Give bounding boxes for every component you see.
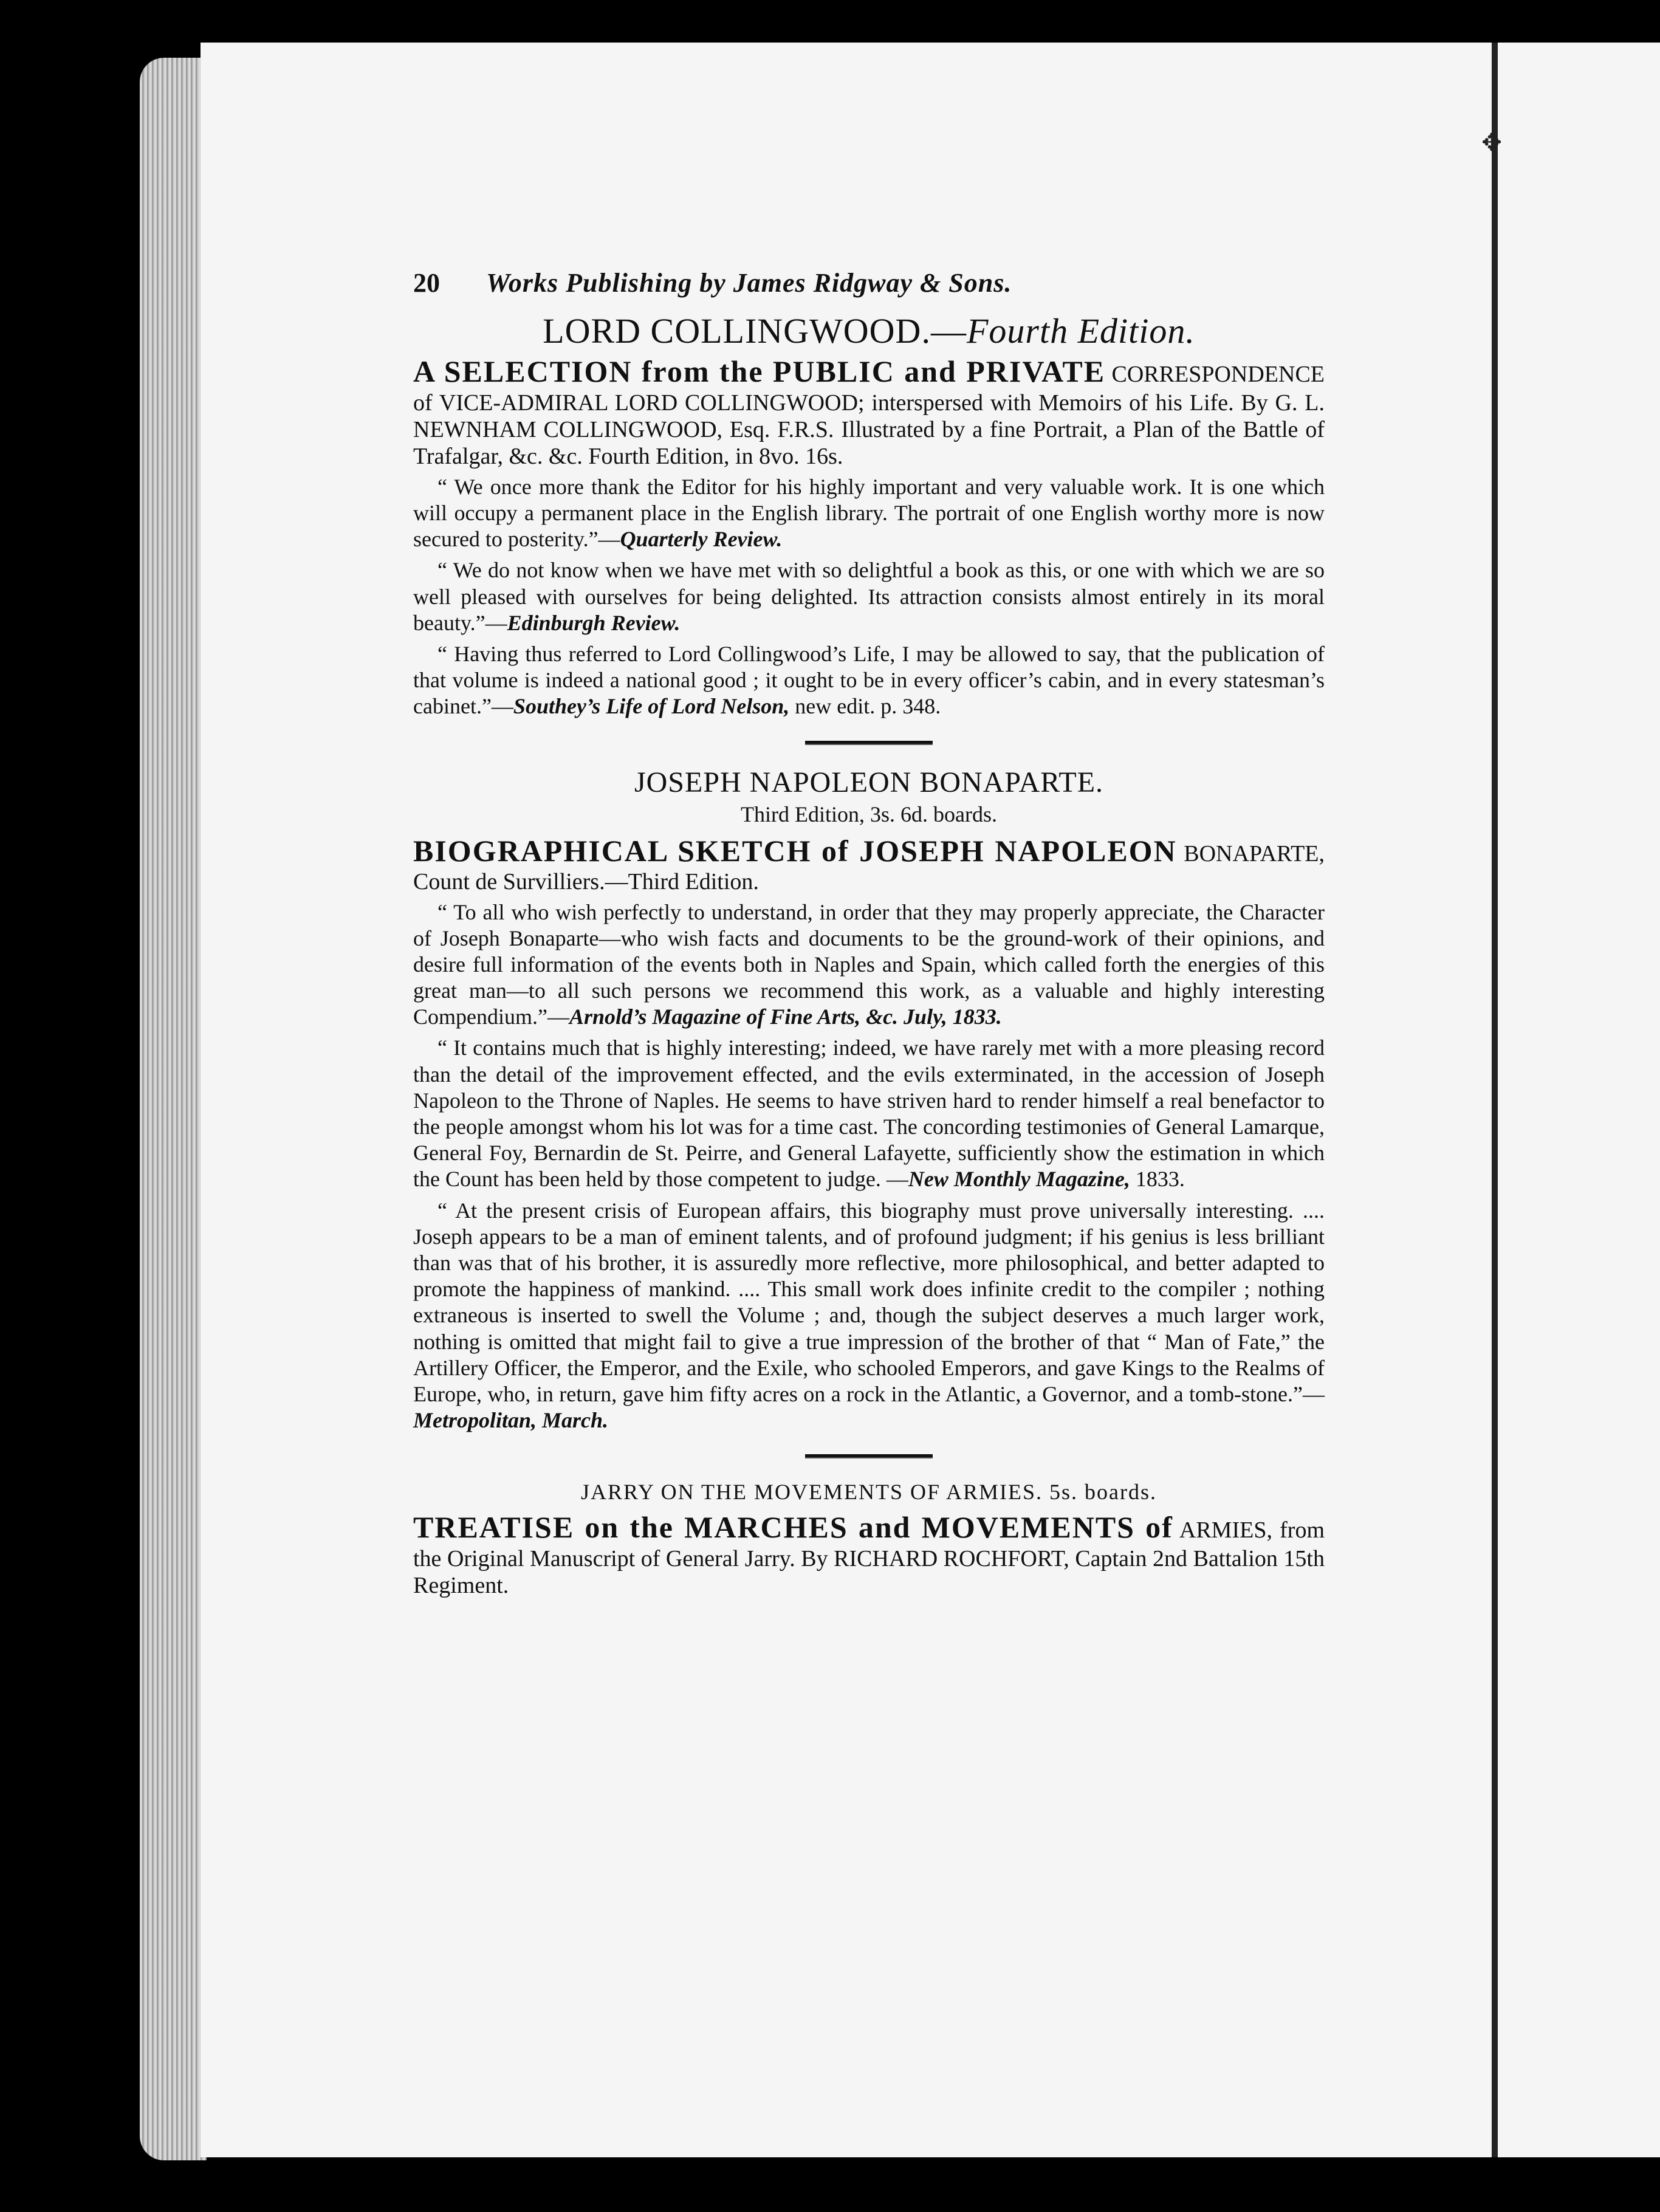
collingwood-lead: A SELECTION from the PUBLIC and PRIVATE bbox=[413, 354, 1106, 388]
section-divider bbox=[805, 741, 933, 745]
collingwood-quote-3: “ Having thus referred to Lord Collingwood’s Life, I may be allowed to say, that the publication of that volume is indeed a national good ; it ought to be in every officer’s cabin, and in every statesman’s cabinet.”—Southey’s Life of Lord Nelson, new edit. p. 348. bbox=[413, 641, 1325, 719]
jarry-description: TREATISE on the MARCHES and MOVEMENTS of ARMIES, from the Original Manuscript of General Jarry. By RICHARD ROCHFORT, Captain 2nd Battalion 15th Regiment. bbox=[413, 1510, 1325, 1599]
fleuron-mark-icon: ✥ bbox=[1481, 129, 1502, 156]
quote-source: New Monthly Magazine, bbox=[908, 1167, 1130, 1192]
page-right-edge bbox=[1498, 43, 1660, 2157]
quote-source: Southey’s Life of Lord Nelson, bbox=[513, 694, 790, 719]
bonaparte-heading: JOSEPH NAPOLEON BONAPARTE. bbox=[634, 766, 1104, 799]
bonaparte-quote-3: “ At the present crisis of European affairs, this biography must prove universally interesting. .... Joseph appears to be a man of eminent talents, and of profound judgment; if his genius is less brilliant than was that of his brother, it is assuredly more reflective, more philosophical, and better adapted to promote the happiness of mankind. .... This small work does infinite credit to the compiler ; nothing extraneous is inserted to swell the Volume ; and, though the subject deserves a much larger work, nothing is omitted that might fail to give a true impression of the brother of that “ Man of Fate,” the Artillery Officer, the Emperor, and the Exile, who schooled Emperors, and gave Kings to the Realms of Europe, who, in return, gave him fifty acres on a rock in the Atlantic, a Governor, and a tomb-stone.”—Metropolitan, March. bbox=[413, 1198, 1325, 1433]
collingwood-description: A SELECTION from the PUBLIC and PRIVATE CORRESPONDENCE of VICE-ADMIRAL LORD COLLINGWOOD; interspersed with Memoirs of his Life. By G. L. NEWNHAM COLLINGWOOD, Esq. F.R.S. Illustrated by a fine Portrait, a Plan of the Battle of Trafalgar, &c. &c. Fourth Edition, in 8vo. 16s. bbox=[413, 354, 1325, 470]
bonaparte-quote-2: “ It contains much that is highly interesting; indeed, we have rarely met with a more pleasing record than the detail of the improvement effected, and the evils exterminated, in the accession of Joseph Napoleon to the Throne of Naples. He seems to have striven hard to render himself a real benefactor to the people amongst whom his lot was for a time cast. The concording testimonies of General Lamarque, General Foy, Bernardin de St. Peirre, and General Lafayette, sufficiently show the estimation in which the Count has been held by those competent to judge. —New Monthly Magazine, 1833. bbox=[413, 1036, 1325, 1192]
bonaparte-lead: BIOGRAPHICAL SKETCH of JOSEPH NAPOLEON bbox=[413, 833, 1177, 868]
quote-source: Quarterly Review. bbox=[620, 527, 783, 552]
book-gutter bbox=[1492, 43, 1498, 2157]
running-head bbox=[413, 267, 1325, 298]
collingwood-quote-2: “ We do not know when we have met with so delightful a book as this, or one with which we are so well pleased with ourselves for being delighted. Its attraction consists almost entirely in its moral beauty.”—Edinburgh Review. bbox=[413, 558, 1325, 635]
section-divider bbox=[805, 1454, 933, 1458]
running-head-title: Works Publishing by James Ridgway & Sons. bbox=[486, 268, 1012, 298]
collingwood-quote-1: “ We once more thank the Editor for his highly important and very valuable work. It is one which will occupy a permanent place in the English library. The portrait of one English worthy more is now secured to posterity.”—Quarterly Review. bbox=[413, 474, 1325, 552]
book-page-edges bbox=[140, 58, 207, 2160]
collingwood-heading: LORD COLLINGWOOD.—Fourth Edition. bbox=[543, 311, 1195, 351]
page-number: 20 bbox=[413, 268, 440, 298]
quote-source: Arnold’s Magazine of Fine Arts, &c. July, 1833. bbox=[569, 1005, 1002, 1029]
page-content bbox=[413, 267, 1325, 1603]
jarry-heading: JARRY ON THE MOVEMENTS OF ARMIES. 5s. boards. bbox=[580, 1480, 1158, 1505]
bonaparte-description: BIOGRAPHICAL SKETCH of JOSEPH NAPOLEON BONAPARTE, Count de Survilliers.—Third Edition. bbox=[413, 833, 1325, 895]
collingwood-edition: Fourth Edition. bbox=[966, 311, 1195, 351]
bonaparte-subheading: Third Edition, 3s. 6d. boards. bbox=[741, 802, 997, 826]
bonaparte-quote-1: “ To all who wish perfectly to understand, in order that they may properly appreciate, the Character of Joseph Bonaparte—who wish facts and documents to be the ground-work of their opinions, and desire full information of the events both in Naples and Spain, which called forth the energies of this great man—to all such persons we recommend this work, as a valuable and highly interesting Compendium.”—Arnold’s Magazine of Fine Arts, &c. July, 1833. bbox=[413, 899, 1325, 1029]
jarry-lead: TREATISE on the MARCHES and MOVEMENTS of bbox=[413, 1510, 1173, 1545]
quote-source: Edinburgh Review. bbox=[507, 610, 681, 635]
quote-source: Metropolitan, March. bbox=[413, 1408, 609, 1433]
